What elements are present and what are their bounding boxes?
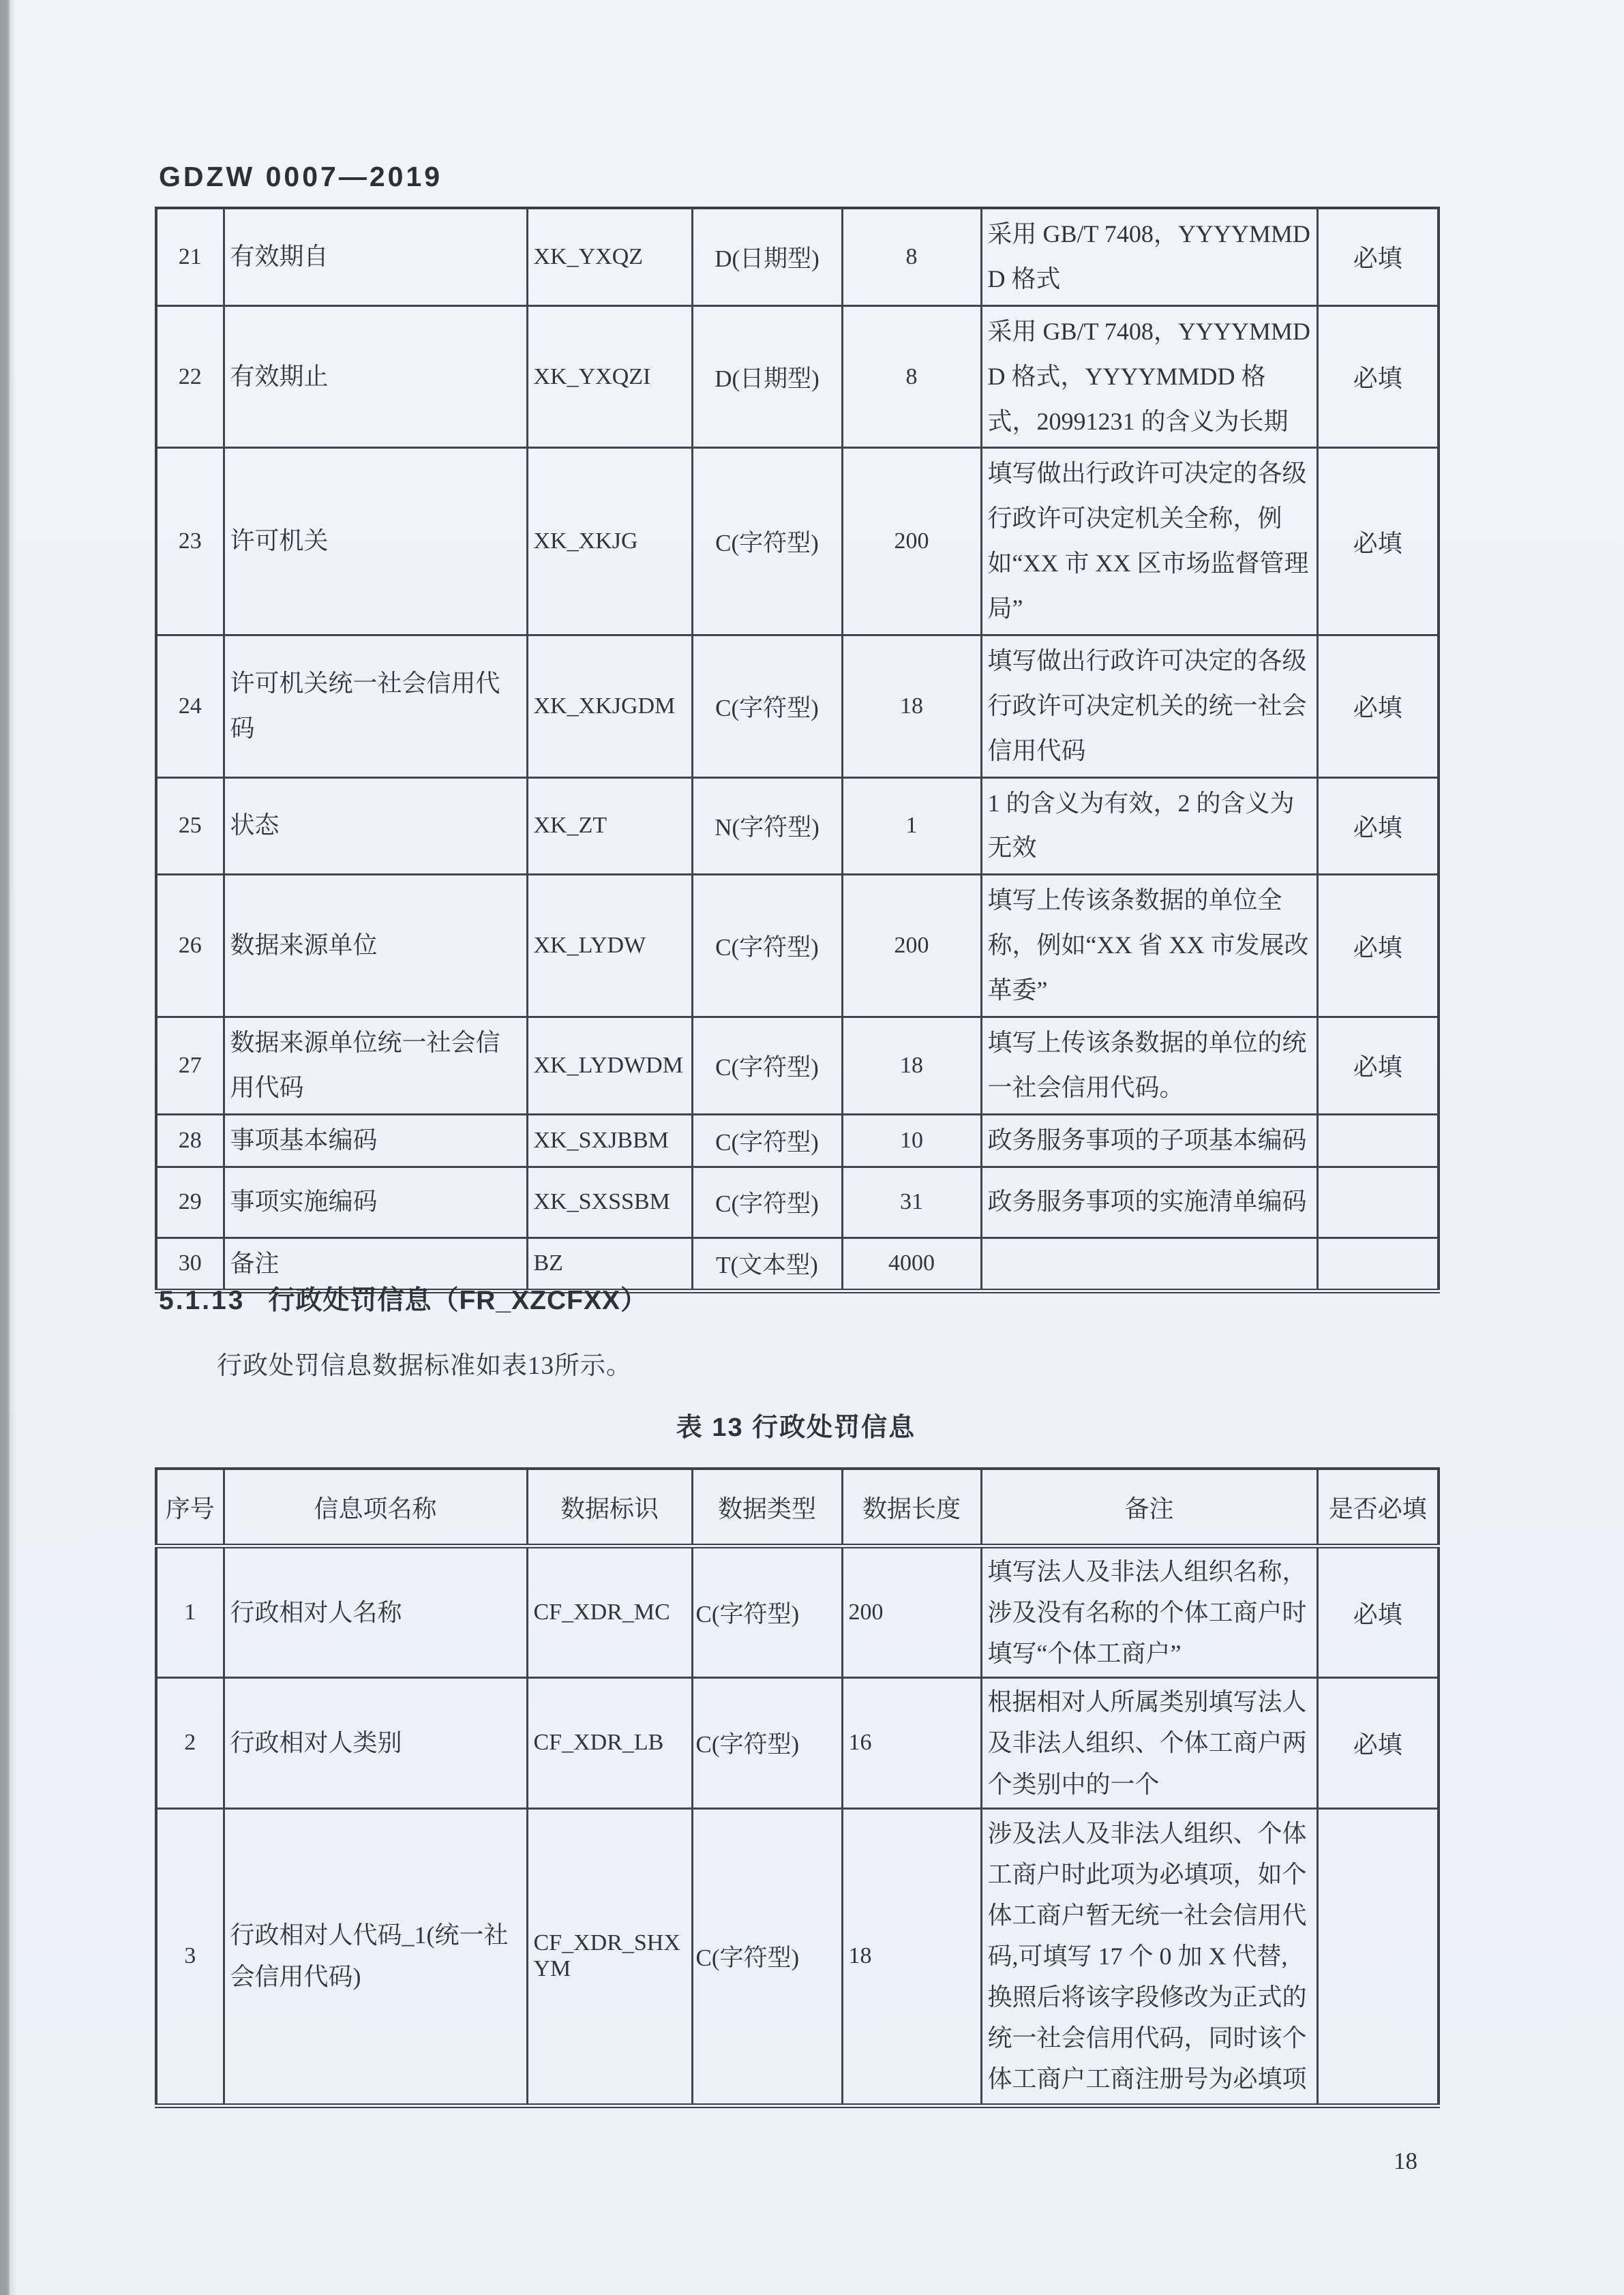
cell-seq: 21 (156, 208, 224, 305)
cell-seq: 30 (156, 1238, 224, 1291)
table-row (156, 1808, 1439, 2105)
cell-data-id: BZ (527, 1238, 692, 1291)
cell-seq: 3 (156, 1808, 224, 2105)
cell-data-type: D(日期型) (692, 208, 842, 305)
scan-edge-shadow (0, 0, 10, 2295)
table-row (156, 448, 1439, 635)
cell-seq: 26 (156, 875, 224, 1017)
cell-data-type: C(字符型) (692, 1114, 842, 1167)
header-data-type: 数据类型 (692, 1469, 842, 1546)
cell-data-id: XK_SXSSBM (527, 1167, 692, 1238)
cell-item-name: 备注 (224, 1238, 527, 1291)
cell-seq: 23 (156, 448, 224, 635)
cell-data-type: C(字符型) (692, 1546, 842, 1678)
cell-data-id: XK_YXQZI (527, 305, 692, 448)
section-title: 行政处罚信息（FR_XZCFXX） (268, 1286, 648, 1315)
cell-item-name: 行政相对人名称 (224, 1546, 527, 1678)
cell-seq: 1 (156, 1546, 224, 1678)
header-seq: 序号 (156, 1469, 224, 1546)
cell-data-length: 31 (842, 1167, 981, 1238)
cell-data-length: 16 (842, 1678, 981, 1808)
cell-required: 必填 (1317, 875, 1439, 1017)
cell-remark: 1 的含义为有效，2 的含义为无效 (981, 777, 1317, 875)
table-row (156, 1114, 1439, 1167)
cell-data-id: XK_YXQZ (527, 208, 692, 305)
cell-seq: 2 (156, 1678, 224, 1808)
cell-data-type: C(字符型) (692, 1678, 842, 1808)
header-required: 是否必填 (1317, 1469, 1439, 1546)
cell-remark: 填写上传该条数据的单位全称，例如“XX 省 XX 市发展改革委” (981, 875, 1317, 1017)
cell-data-type: T(文本型) (692, 1238, 842, 1291)
cell-data-id: XK_XKJGDM (527, 635, 692, 777)
table-row (156, 635, 1439, 777)
document-code-header: GDZW 0007—2019 (159, 161, 443, 192)
table-row (156, 208, 1439, 305)
cell-required (1317, 1114, 1439, 1167)
cell-remark: 采用 GB/T 7408，YYYYMMDD 格式，YYYYMMDD 格式，20991231 的含义为长期 (981, 305, 1317, 448)
cell-data-type: N(字符型) (692, 777, 842, 875)
page-number: 18 (1394, 2148, 1417, 2174)
cell-data-id: XK_LYDW (527, 875, 692, 1017)
cell-data-length: 200 (842, 1546, 981, 1678)
cell-data-type: C(字符型) (692, 1808, 842, 2105)
cell-remark: 政务服务事项的实施清单编码 (981, 1167, 1317, 1238)
cell-item-name: 行政相对人代码_1(统一社会信用代码) (224, 1808, 527, 2105)
section-number: 5.1.13 (159, 1286, 245, 1315)
cell-data-length: 10 (842, 1114, 981, 1167)
cell-remark: 采用 GB/T 7408，YYYYMMDD 格式 (981, 208, 1317, 305)
cell-seq: 24 (156, 635, 224, 777)
cell-required: 必填 (1317, 635, 1439, 777)
table-row (156, 1546, 1439, 1678)
scan-edge-shadow-soft (10, 0, 16, 2295)
cell-item-name: 数据来源单位 (224, 875, 527, 1017)
header-data-length: 数据长度 (842, 1469, 981, 1546)
cell-required: 必填 (1317, 208, 1439, 305)
penalty-info-table (155, 1467, 1440, 2108)
cell-item-name: 行政相对人类别 (224, 1678, 527, 1808)
cell-data-id: XK_SXJBBM (527, 1114, 692, 1167)
header-item-name: 信息项名称 (224, 1469, 527, 1546)
cell-item-name: 许可机关 (224, 448, 527, 635)
table-row (156, 1017, 1439, 1114)
cell-data-length: 1 (842, 777, 981, 875)
cell-data-id: XK_LYDWDM (527, 1017, 692, 1114)
cell-remark: 填写法人及非法人组织名称，涉及没有名称的个体工商户时填写“个体工商户” (981, 1546, 1317, 1678)
cell-data-length: 8 (842, 305, 981, 448)
table13-caption: 表 13 行政处罚信息 (676, 1413, 916, 1442)
cell-remark (981, 1238, 1317, 1291)
cell-item-name: 有效期止 (224, 305, 527, 448)
cell-data-id: CF_XDR_LB (527, 1678, 692, 1808)
section-heading (159, 1279, 648, 1317)
cell-data-type: C(字符型) (692, 1017, 842, 1114)
cell-data-length: 4000 (842, 1238, 981, 1291)
cell-required (1317, 1238, 1439, 1291)
cell-required (1317, 1808, 1439, 2105)
cell-data-type: D(日期型) (692, 305, 842, 448)
table-header-row (156, 1469, 1439, 1546)
license-info-table (155, 207, 1440, 1293)
cell-seq: 27 (156, 1017, 224, 1114)
cell-required (1317, 1167, 1439, 1238)
cell-seq: 29 (156, 1167, 224, 1238)
cell-required: 必填 (1317, 1678, 1439, 1808)
cell-data-id: CF_XDR_SHXYM (527, 1808, 692, 2105)
cell-item-name: 许可机关统一社会信用代码 (224, 635, 527, 777)
cell-required: 必填 (1317, 1546, 1439, 1678)
cell-data-type: C(字符型) (692, 875, 842, 1017)
intro-paragraph: 行政处罚信息数据标准如表13所示。 (217, 1352, 632, 1380)
table-row (156, 1678, 1439, 1808)
cell-data-id: XK_ZT (527, 777, 692, 875)
cell-remark: 填写做出行政许可决定的各级行政许可决定机关全称，例如“XX 市 XX 区市场监督管理局” (981, 448, 1317, 635)
cell-data-type: C(字符型) (692, 448, 842, 635)
cell-remark: 涉及法人及非法人组织、个体工商户时此项为必填项，如个体工商户暂无统一社会信用代码,可填写 17 个 0 加 X 代替,换照后将该字段修改为正式的统一社会信用代码，同时该个体工商户工商注册号为必填项 (981, 1808, 1317, 2105)
header-data-id: 数据标识 (527, 1469, 692, 1546)
table-row (156, 777, 1439, 875)
cell-required: 必填 (1317, 1017, 1439, 1114)
cell-data-id: XK_XKJG (527, 448, 692, 635)
cell-item-name: 数据来源单位统一社会信用代码 (224, 1017, 527, 1114)
cell-remark: 填写上传该条数据的单位的统一社会信用代码。 (981, 1017, 1317, 1114)
cell-item-name: 有效期自 (224, 208, 527, 305)
cell-data-length: 18 (842, 635, 981, 777)
cell-item-name: 状态 (224, 777, 527, 875)
cell-remark: 政务服务事项的子项基本编码 (981, 1114, 1317, 1167)
cell-data-type: C(字符型) (692, 1167, 842, 1238)
cell-seq: 22 (156, 305, 224, 448)
cell-remark: 根据相对人所属类别填写法人及非法人组织、个体工商户两个类别中的一个 (981, 1678, 1317, 1808)
cell-data-length: 18 (842, 1017, 981, 1114)
cell-required: 必填 (1317, 777, 1439, 875)
cell-seq: 25 (156, 777, 224, 875)
table-row (156, 1167, 1439, 1238)
cell-data-type: C(字符型) (692, 635, 842, 777)
cell-remark: 填写做出行政许可决定的各级行政许可决定机关的统一社会信用代码 (981, 635, 1317, 777)
cell-item-name: 事项基本编码 (224, 1114, 527, 1167)
cell-data-length: 200 (842, 448, 981, 635)
table-row (156, 305, 1439, 448)
cell-seq: 28 (156, 1114, 224, 1167)
cell-data-id: CF_XDR_MC (527, 1546, 692, 1678)
cell-data-length: 8 (842, 208, 981, 305)
table-row (156, 875, 1439, 1017)
header-remark: 备注 (981, 1469, 1317, 1546)
cell-data-length: 18 (842, 1808, 981, 2105)
cell-required: 必填 (1317, 305, 1439, 448)
cell-data-length: 200 (842, 875, 981, 1017)
cell-required: 必填 (1317, 448, 1439, 635)
cell-item-name: 事项实施编码 (224, 1167, 527, 1238)
